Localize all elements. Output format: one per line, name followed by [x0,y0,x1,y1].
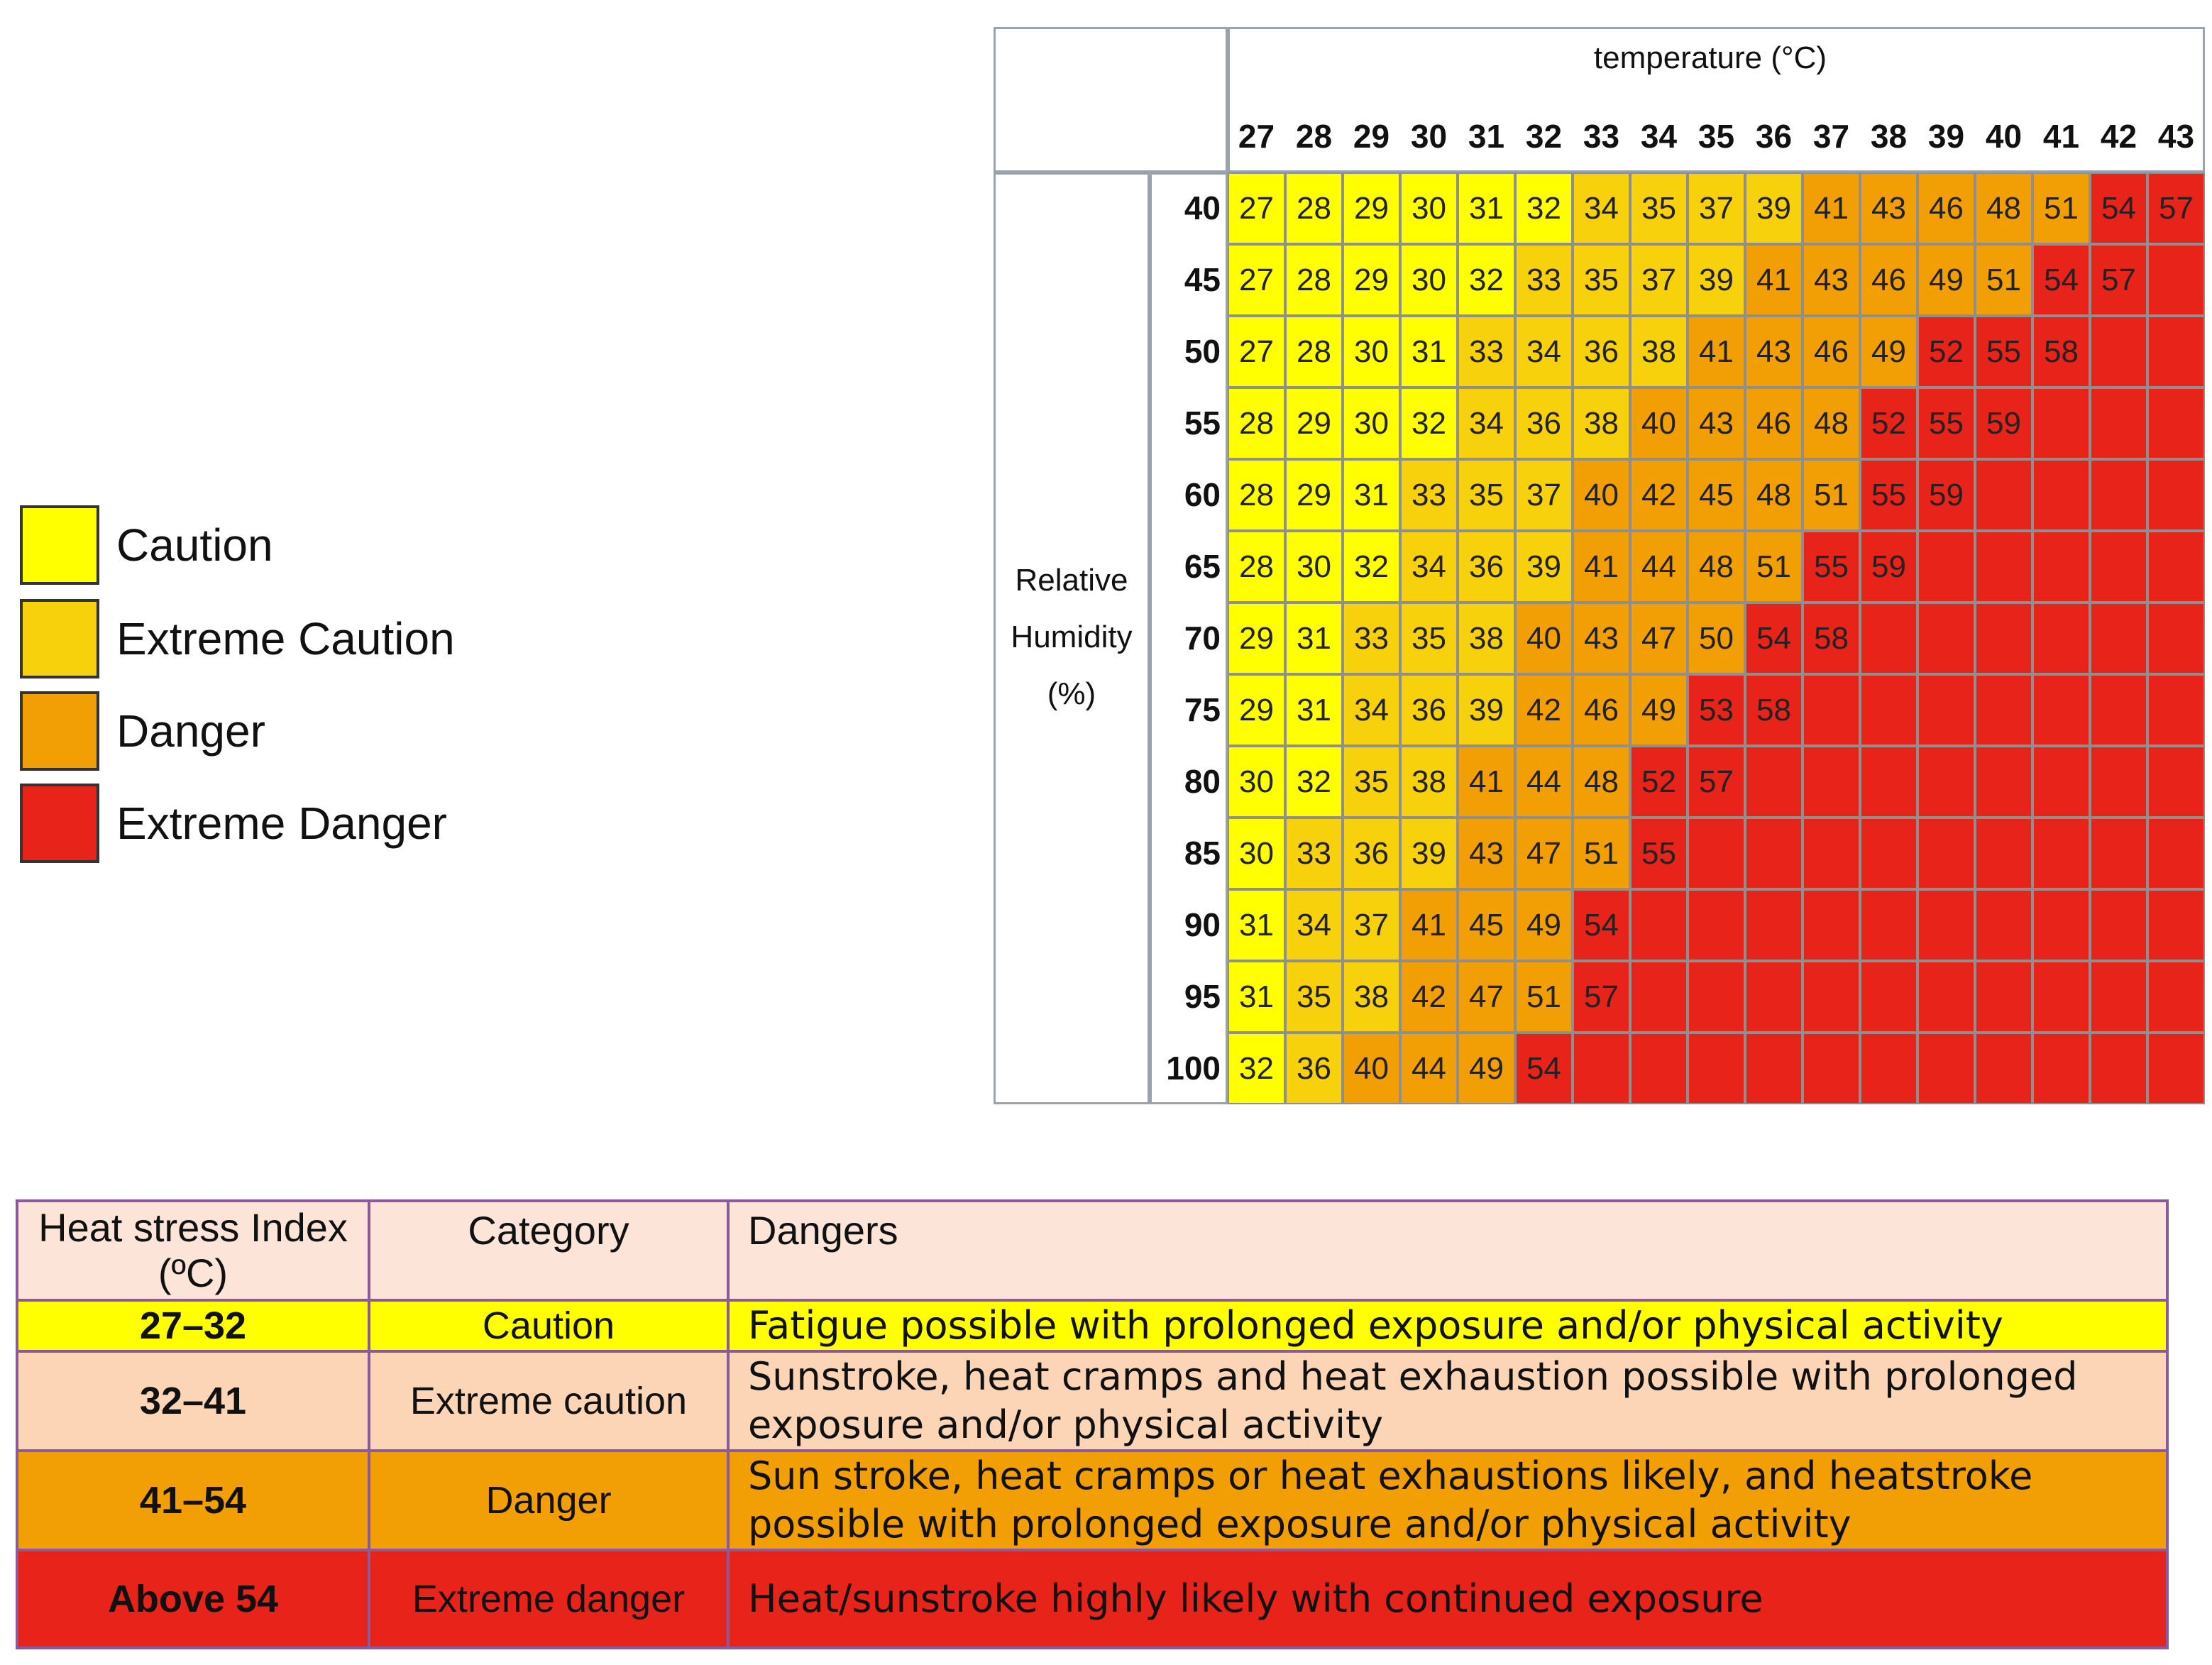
heat-index-cell: 59 [1917,459,1975,531]
temperature-tick-label: 31 [1468,118,1505,155]
heat-index-cell [2090,818,2147,889]
humidity-tick-label: 45 [1184,261,1221,298]
heat-index-cell: 44 [1515,746,1573,818]
header-heat-stress-index: Heat stress Index (ºC) [17,1201,369,1300]
row-index: 32–41 [17,1351,369,1451]
temperature-tick-label: 39 [1927,118,1965,155]
legend-swatch-extreme-caution [20,599,99,678]
heat-index-cell: 58 [1745,674,1803,746]
heat-index-cell [1803,818,1860,889]
heat-index-cell [2090,1033,2147,1104]
row-dangers: Sun stroke, heat cramps or heat exhaustions likely, and heatstroke possible with prolonged exposure and/or physical activity [728,1451,2167,1550]
heat-index-cell: 44 [1630,531,1688,603]
heat-index-cell [1803,961,1860,1033]
heat-index-cell: 41 [1573,531,1630,603]
heat-index-cell [1975,889,2032,961]
heat-index-cell: 49 [1860,316,1917,388]
heat-index-cell [2090,961,2147,1033]
heat-index-cell [1975,746,2032,818]
heat-index-cell: 55 [1975,316,2032,388]
temperature-tick-label: 42 [2100,118,2137,155]
heat-index-cell: 29 [1285,459,1343,531]
heat-index-cell [2090,316,2147,388]
heat-index-cell: 30 [1285,531,1343,603]
heat-index-cell [1688,818,1745,889]
row-category: Danger [369,1451,728,1550]
heat-index-cell: 47 [1515,818,1573,889]
heat-index-cell: 28 [1228,459,1285,531]
heat-index-cell: 57 [2090,244,2147,316]
table-row [17,1451,2167,1550]
heat-index-cell: 30 [1400,244,1458,316]
heat-index-cell: 34 [1343,674,1400,746]
heat-index-cell: 28 [1285,316,1343,388]
heat-index-cell: 38 [1573,388,1630,459]
heat-index-cell [1917,889,1975,961]
heat-index-cell: 54 [2090,172,2147,244]
legend-swatch-extreme-danger [20,784,99,863]
heat-index-cell [1975,603,2032,674]
heat-index-cell: 51 [1975,244,2032,316]
heat-index-cell: 33 [1343,603,1400,674]
heat-index-cell: 43 [1688,388,1745,459]
heat-index-cell [1860,674,1917,746]
legend-label-danger: Danger [116,705,265,757]
heat-index-cell [1688,889,1745,961]
temperature-tick-label: 29 [1353,118,1390,155]
heat-index-cell [1917,961,1975,1033]
header-dangers: Dangers [728,1201,2167,1300]
heat-index-cell: 54 [1515,1033,1573,1104]
heat-index-cell: 34 [1400,531,1458,603]
heat-index-cell [2032,746,2090,818]
table-row [17,1300,2167,1351]
heat-index-cell: 33 [1458,316,1515,388]
heat-index-cell [1917,818,1975,889]
heat-index-cell [1975,674,2032,746]
heat-index-cell: 49 [1630,674,1688,746]
heat-index-cell: 32 [1400,388,1458,459]
heat-index-cell: 42 [1400,961,1458,1033]
heat-index-cell [2147,316,2205,388]
table-row [17,1351,2167,1451]
heat-index-cell: 49 [1917,244,1975,316]
heat-index-cell [1975,818,2032,889]
humidity-tick-label: 80 [1184,763,1221,800]
heat-index-cell: 41 [1458,746,1515,818]
heat-index-cell [2090,889,2147,961]
heat-index-cell: 35 [1343,746,1400,818]
heat-index-cell: 37 [1688,172,1745,244]
heat-index-cell: 32 [1228,1033,1285,1104]
heat-index-cell [2147,603,2205,674]
heat-index-cell: 54 [2032,244,2090,316]
heat-index-cell: 37 [1515,459,1573,531]
heat-index-cell [2032,531,2090,603]
heat-index-cell: 40 [1573,459,1630,531]
heat-index-cell: 31 [1343,459,1400,531]
heat-index-cell [2032,889,2090,961]
heat-index-cell [2147,459,2205,531]
temperature-tick-label: 30 [1410,118,1448,155]
heat-index-cell: 58 [2032,316,2090,388]
heat-index-cell: 42 [1630,459,1688,531]
heat-index-cell: 41 [1803,172,1860,244]
row-category: Extreme caution [369,1351,728,1451]
heat-index-cell [2032,388,2090,459]
heat-index-cell [2032,674,2090,746]
heat-index-cell: 33 [1285,818,1343,889]
heat-index-cell: 59 [1975,388,2032,459]
heat-index-cell [2147,1033,2205,1104]
heat-index-cell [2032,961,2090,1033]
humidity-tick-label: 40 [1184,189,1221,226]
grid-corner-frame [994,27,1228,172]
heat-index-cell [2147,818,2205,889]
heat-index-cell: 29 [1343,172,1400,244]
heat-index-cell [2090,531,2147,603]
row-dangers: Fatigue possible with prolonged exposure and/or physical activity [728,1300,2167,1351]
heat-index-cell: 33 [1515,244,1573,316]
heat-index-cell: 48 [1688,531,1745,603]
heat-stress-category-table [16,1199,2169,1649]
heat-index-cell: 29 [1228,674,1285,746]
heat-index-cell: 54 [1573,889,1630,961]
heat-index-cell: 51 [2032,172,2090,244]
legend-item-extreme-caution [20,599,517,683]
heat-index-cell: 28 [1228,531,1285,603]
heat-index-cell: 30 [1400,172,1458,244]
temperature-tick-label: 35 [1697,118,1735,155]
heat-index-cell: 29 [1343,244,1400,316]
row-category: Extreme danger [369,1550,728,1648]
temperature-tick-label: 27 [1238,118,1275,155]
heat-index-cell: 31 [1458,172,1515,244]
heat-index-cell: 31 [1285,674,1343,746]
heat-index-cell: 55 [1917,388,1975,459]
heat-index-cell [1573,1033,1630,1104]
heat-index-cell [1917,674,1975,746]
heat-index-cell [2090,746,2147,818]
heat-index-cell [1803,889,1860,961]
heat-index-cell [1860,603,1917,674]
heat-index-cell [2090,674,2147,746]
heat-index-cell: 28 [1285,244,1343,316]
heat-index-cell: 31 [1228,889,1285,961]
heat-index-cell: 59 [1860,531,1917,603]
heat-index-cell: 36 [1515,388,1573,459]
heat-index-cell: 50 [1688,603,1745,674]
heat-index-cell [1975,459,2032,531]
row-dangers: Sunstroke, heat cramps and heat exhaustion possible with prolonged exposure and/or physical activity [728,1351,2167,1451]
heat-index-cell: 51 [1745,531,1803,603]
heat-index-cell: 27 [1228,244,1285,316]
heat-index-cell: 54 [1745,603,1803,674]
heat-index-cell [1745,746,1803,818]
heat-index-cell: 27 [1228,316,1285,388]
heat-index-cell: 36 [1343,818,1400,889]
legend-item-danger [20,691,517,775]
heat-index-cell [1803,674,1860,746]
heat-index-cell: 28 [1285,172,1343,244]
temperature-tick-label: 40 [1985,118,2023,155]
heat-index-cell: 41 [1400,889,1458,961]
humidity-tick-label: 60 [1184,476,1221,513]
heat-index-cell: 29 [1285,388,1343,459]
heat-index-cell [2032,459,2090,531]
heat-index-cell: 57 [1573,961,1630,1033]
legend-label-extreme-danger: Extreme Danger [116,798,447,849]
heat-index-cell: 36 [1285,1033,1343,1104]
heat-index-cell: 32 [1285,746,1343,818]
heat-index-cell: 42 [1515,674,1573,746]
heat-index-cell: 58 [1803,603,1860,674]
heat-index-cell [2090,459,2147,531]
humidity-tick-label: 95 [1184,978,1221,1015]
heat-index-cell: 51 [1803,459,1860,531]
heat-index-cell: 43 [1860,172,1917,244]
humidity-tick-label: 90 [1184,906,1221,943]
temperature-tick-label: 32 [1525,118,1563,155]
heat-index-cell [2090,603,2147,674]
heat-index-cell: 30 [1228,746,1285,818]
heat-index-cell [1860,746,1917,818]
heat-index-cell: 35 [1458,459,1515,531]
heat-index-cell: 35 [1400,603,1458,674]
heat-index-cell: 31 [1228,961,1285,1033]
humidity-tick-label: 55 [1184,405,1221,441]
heat-index-cell [2147,244,2205,316]
row-index: 27–32 [17,1300,369,1351]
heat-index-cell: 45 [1458,889,1515,961]
heat-index-cell [1917,603,1975,674]
humidity-tick-label: 100 [1166,1050,1221,1087]
humidity-axis-title-line: (%) [1047,676,1096,711]
heat-index-cell: 41 [1688,316,1745,388]
heat-index-cell: 47 [1630,603,1688,674]
row-index: 41–54 [17,1451,369,1550]
heat-index-cell: 55 [1803,531,1860,603]
heat-index-cell: 34 [1458,388,1515,459]
humidity-tick-label: 75 [1184,691,1221,728]
heat-index-cell: 48 [1573,746,1630,818]
heat-index-cell [1803,746,1860,818]
heat-index-cell: 39 [1515,531,1573,603]
temperature-axis-title: temperature (°C) [1593,40,1827,75]
heat-index-cell [2147,388,2205,459]
humidity-axis-title-line: Humidity [1011,620,1133,654]
temperature-tick-label: 33 [1583,118,1620,155]
heat-index-cell [1630,961,1688,1033]
heat-index-cell: 57 [1688,746,1745,818]
heat-index-cell: 43 [1458,818,1515,889]
heat-index-cell: 55 [1630,818,1688,889]
heat-index-cell: 27 [1228,172,1285,244]
heat-index-cell [1860,818,1917,889]
heat-index-cell [2147,961,2205,1033]
heat-index-cell: 36 [1573,316,1630,388]
heat-index-cell: 32 [1515,172,1573,244]
legend [20,505,517,874]
heat-index-cell [1917,531,1975,603]
humidity-axis-title-line: Relative [1015,563,1128,598]
heat-index-cell [1975,531,2032,603]
heat-index-cell: 36 [1400,674,1458,746]
heat-index-cell [1630,889,1688,961]
heat-index-cell [1745,961,1803,1033]
heat-index-cell [2032,1033,2090,1104]
row-dangers: Heat/sunstroke highly likely with continued exposure [728,1550,2167,1648]
heat-index-cell: 36 [1458,531,1515,603]
table-header-row [17,1201,2167,1300]
heat-index-cell: 38 [1630,316,1688,388]
heat-index-cell: 33 [1400,459,1458,531]
heat-index-cell [1860,889,1917,961]
heat-index-cell [1688,961,1745,1033]
heat-index-cell: 38 [1458,603,1515,674]
heat-index-cell: 47 [1458,961,1515,1033]
heat-index-cell [2090,388,2147,459]
heat-index-cell: 40 [1630,388,1688,459]
humidity-tick-label: 50 [1184,333,1221,370]
heat-index-cell: 44 [1400,1033,1458,1104]
heat-index-cell: 53 [1688,674,1745,746]
heat-index-cell: 34 [1573,172,1630,244]
heat-index-cell: 39 [1688,244,1745,316]
heat-index-cell: 46 [1917,172,1975,244]
heat-index-cell: 35 [1630,172,1688,244]
legend-swatch-danger [20,691,99,771]
header-category: Category [369,1201,728,1300]
table-row [17,1550,2167,1648]
legend-label-extreme-caution: Extreme Caution [116,613,455,664]
heat-index-cell: 46 [1573,674,1630,746]
heat-index-cell [1745,818,1803,889]
heat-index-cell [1860,961,1917,1033]
heat-index-chart [994,27,2200,1106]
humidity-tick-label: 70 [1184,620,1221,656]
heat-index-cell [1917,746,1975,818]
heat-index-cell [2147,531,2205,603]
heat-index-cell: 46 [1860,244,1917,316]
heat-index-cell: 39 [1745,172,1803,244]
heat-index-cell: 35 [1573,244,1630,316]
temperature-tick-label: 37 [1812,118,1850,155]
humidity-title-frame [994,172,1150,1104]
heat-index-cell: 52 [1630,746,1688,818]
heat-index-cell: 31 [1285,603,1343,674]
heat-index-cell [2147,746,2205,818]
heat-index-cell: 48 [1745,459,1803,531]
heat-index-cell: 43 [1803,244,1860,316]
heat-index-cell: 38 [1343,961,1400,1033]
heat-index-cell: 41 [1745,244,1803,316]
heat-index-cell [1688,1033,1745,1104]
temperature-tick-label: 43 [2157,118,2195,155]
heat-index-cell: 30 [1343,316,1400,388]
temperature-tick-label: 41 [2042,118,2080,155]
heat-index-cell: 31 [1400,316,1458,388]
row-index: Above 54 [17,1550,369,1648]
heat-index-cell: 43 [1573,603,1630,674]
heat-index-cell: 28 [1228,388,1285,459]
heat-index-cell [2147,674,2205,746]
heat-index-cell [2032,818,2090,889]
temperature-tick-label: 28 [1295,118,1333,155]
heat-index-cell [1745,1033,1803,1104]
heat-index-cell: 30 [1343,388,1400,459]
heat-index-cell [1917,1033,1975,1104]
legend-item-caution [20,505,517,589]
heat-index-cell: 32 [1343,531,1400,603]
legend-swatch-caution [20,505,99,585]
heat-index-cell [1745,889,1803,961]
heat-index-cell [1975,1033,2032,1104]
heat-index-cell: 52 [1917,316,1975,388]
heat-index-cell: 48 [1975,172,2032,244]
heat-index-cell: 39 [1400,818,1458,889]
heat-index-cell: 55 [1860,459,1917,531]
heat-index-cell: 49 [1515,889,1573,961]
heat-index-cell: 35 [1285,961,1343,1033]
heat-index-cell: 45 [1688,459,1745,531]
heat-index-cell: 46 [1803,316,1860,388]
heat-index-cell [1860,1033,1917,1104]
heat-index-cell: 37 [1343,889,1400,961]
heat-index-cell: 39 [1458,674,1515,746]
heat-index-cell: 30 [1228,818,1285,889]
heat-index-cell [2032,603,2090,674]
legend-item-extreme-danger [20,784,517,867]
humidity-tick-label: 85 [1184,835,1221,872]
heat-index-cell: 38 [1400,746,1458,818]
heat-index-cell: 51 [1515,961,1573,1033]
heat-index-cell: 40 [1343,1033,1400,1104]
heat-index-cell: 46 [1745,388,1803,459]
heat-index-cell: 34 [1285,889,1343,961]
temperature-tick-label: 38 [1870,118,1908,155]
heat-index-cell: 51 [1573,818,1630,889]
heat-index-cell [1803,1033,1860,1104]
heat-index-cell: 32 [1458,244,1515,316]
heat-index-cell: 40 [1515,603,1573,674]
heat-index-cell: 37 [1630,244,1688,316]
heat-index-cell [1975,961,2032,1033]
heat-index-cell [1630,1033,1688,1104]
humidity-tick-label: 65 [1184,548,1221,585]
legend-label-caution: Caution [116,520,273,571]
temperature-tick-label: 36 [1755,118,1793,155]
heat-index-cell: 34 [1515,316,1573,388]
heat-index-cell: 48 [1803,388,1860,459]
temperature-tick-label: 34 [1640,118,1678,155]
heat-index-cell: 29 [1228,603,1285,674]
heat-index-cell: 49 [1458,1033,1515,1104]
heat-index-cell: 57 [2147,172,2205,244]
row-category: Caution [369,1300,728,1351]
heat-index-cell: 52 [1860,388,1917,459]
heat-index-cell: 43 [1745,316,1803,388]
heat-index-cell [2147,889,2205,961]
